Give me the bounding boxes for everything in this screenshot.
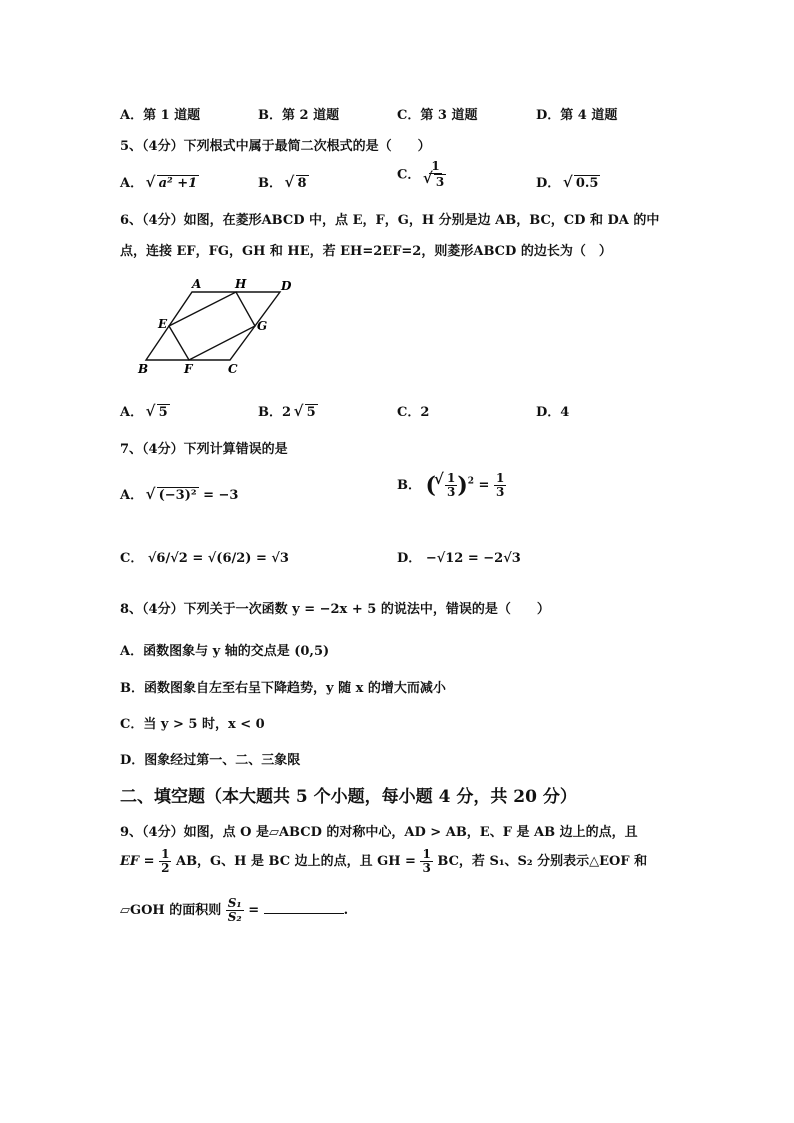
q6-stem-line2: 点，连接 EF，FG，GH 和 HE，若 EH=2EF=2，则菱形ABCD 的边长为（ ） xyxy=(120,244,612,259)
radicand: 5 xyxy=(306,405,316,420)
option-label: A． xyxy=(120,405,144,420)
rhombus-figure xyxy=(130,272,310,382)
numerator: S₁ xyxy=(227,896,242,910)
text: EF = xyxy=(120,854,155,869)
q8-option-c: C．当 y > 5 时，x < 0 xyxy=(120,717,265,732)
q7-option-d xyxy=(397,547,521,566)
label-A: A xyxy=(192,277,202,291)
text: = xyxy=(248,903,260,918)
q9-line2 xyxy=(120,848,647,875)
label-D: D xyxy=(281,279,292,293)
rhs: = −3 xyxy=(203,488,239,503)
answer-blank[interactable] xyxy=(264,901,344,914)
numerator: √ 1 xyxy=(446,471,456,485)
label-H: H xyxy=(235,277,247,291)
radicand: 8 xyxy=(297,176,307,191)
expression: −√12 = −2√3 xyxy=(425,551,521,566)
numerator: 1 xyxy=(495,471,505,485)
q4-option-d: D．第 4 道题 xyxy=(536,108,618,123)
option-label: B．2 xyxy=(258,405,292,420)
option-label: D． xyxy=(536,176,561,191)
label-G: G xyxy=(257,319,268,333)
q6-option-c: C．2 xyxy=(397,405,430,420)
section-heading: 二、填空题（本大题共 5 个小题，每小题 4 分，共 20 分） xyxy=(120,787,577,807)
label-F: F xyxy=(184,362,193,376)
q8-option-d: D．图象经过第一、二、三象限 xyxy=(120,753,301,768)
text: . xyxy=(343,903,349,918)
label-B: B xyxy=(138,362,149,376)
denominator: 2 xyxy=(161,861,170,875)
label-E: E xyxy=(158,317,168,331)
q6-option-a xyxy=(120,401,170,420)
denominator: 3 xyxy=(495,485,505,499)
radicand: a² +1 xyxy=(158,176,198,191)
option-label: B． xyxy=(258,176,282,191)
q6-stem-line1: 6、（4分）如图，在菱形ABCD 中，点 E，F，G，H 分别是边 AB，BC，CD 和 DA 的中 xyxy=(120,213,660,228)
radicand: 5 xyxy=(158,405,168,420)
q4-option-c: C．第 3 道题 xyxy=(397,108,478,123)
q7-option-b: B． ( √ $\frac{1}{3}$ )$^2$ = $\frac{1}{3}$ xyxy=(397,472,506,499)
q8-option-b: B．函数图象自左至右呈下降趋势，y 随 x 的增大而减小 xyxy=(120,681,446,696)
q6-option-b xyxy=(258,401,318,420)
option-label: A． xyxy=(120,176,144,191)
text: ▱GOH 的面积则 xyxy=(120,903,222,918)
numerator: 1 xyxy=(431,159,440,173)
q5-option-c xyxy=(397,160,446,190)
q4-option-a: A．第 1 道题 xyxy=(120,108,201,123)
q9-line3 xyxy=(120,897,348,924)
text: BC，若 S₁、S₂ 分别表示△EOF 和 xyxy=(437,854,648,869)
q7-option-a xyxy=(120,484,238,503)
label-C: C xyxy=(228,362,238,376)
option-label: D． xyxy=(397,551,422,566)
text: AB，G、H 是 BC 边上的点，且 GH = xyxy=(175,854,416,869)
q7-option-c xyxy=(120,547,289,566)
q4-option-b: B．第 2 道题 xyxy=(258,108,340,123)
numerator: 1 xyxy=(161,847,170,861)
q5-option-a xyxy=(120,172,199,191)
expression: √6/√2 = √(6/2) = √3 xyxy=(147,551,289,566)
q8-stem: 8、（4分）下列关于一次函数 y = −2x + 5 的说法中，错误的是（ ） xyxy=(120,602,550,617)
option-label: B． xyxy=(397,478,421,493)
radicand: 0.5 xyxy=(575,176,599,191)
q8-option-a: A．函数图象与 y 轴的交点是 (0,5) xyxy=(120,644,330,659)
denominator: 3 xyxy=(435,175,445,189)
q5-stem: 5、（4分）下列根式中属于最简二次根式的是（ ） xyxy=(120,139,431,154)
denominator: 3 xyxy=(446,485,456,499)
q9-line1: 9、（4分）如图，点 O 是▱ABCD 的对称中心，AD > AB，E、F 是 AB 边上的点，且 xyxy=(120,825,638,840)
option-label: A． xyxy=(120,488,144,503)
denominator: S₂ xyxy=(227,910,242,924)
option-label: C． xyxy=(120,551,144,566)
q6-option-d: D．4 xyxy=(536,405,570,420)
numerator: 1 xyxy=(422,847,431,861)
radicand: (−3)² xyxy=(158,488,197,503)
q5-option-b xyxy=(258,172,309,191)
option-label: C． xyxy=(397,167,421,183)
q5-option-d xyxy=(536,172,600,191)
denominator: 3 xyxy=(422,861,431,875)
q7-stem: 7、（4分）下列计算错误的是 xyxy=(120,442,288,457)
